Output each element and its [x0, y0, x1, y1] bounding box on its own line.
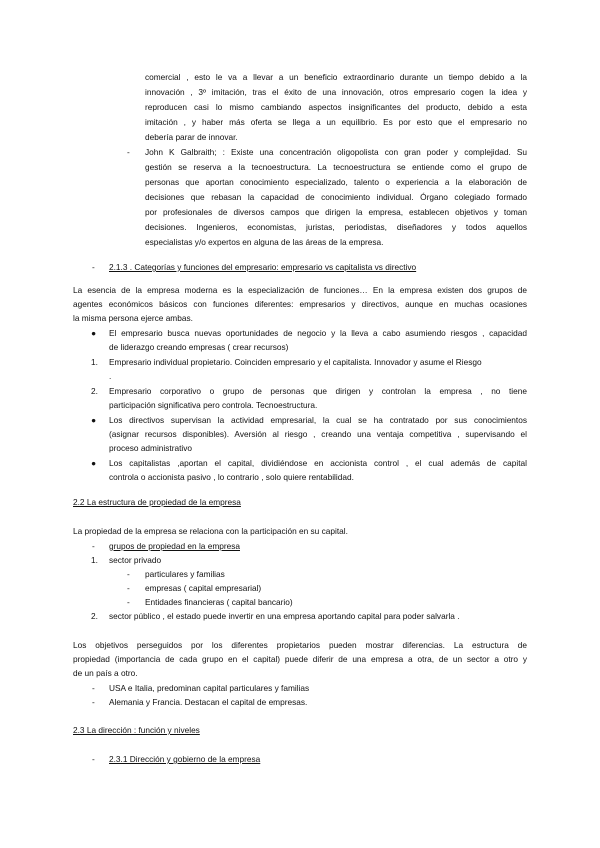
list-item: particulares y familias — [145, 569, 225, 579]
text-line: gestión se reserva a la tecnoestructura. La tecnoestructura se entiende como el grupo de — [145, 162, 527, 172]
text-line: especialistas y/o expertos en alguna de las áreas de la empresa. — [145, 237, 384, 247]
text-line: propiedad (importancia de cada grupo en el capital) puede diferir de una empresa a otra, de un sector a otro y — [73, 654, 527, 664]
text-line: controla o accionista pasivo , lo contrario , solo quiere rentabilidad. — [109, 472, 354, 482]
list-item: empresas ( capital empresarial) — [145, 583, 262, 593]
dash-marker: - — [92, 754, 95, 764]
text-line: personas que aportan conocimiento especializado, talento o experiencia a la elaboración de — [145, 177, 527, 187]
section-heading: 2.2 La estructura de propiedad de la empresa — [73, 497, 241, 507]
text-line: la misma persona ejerce ambas. — [73, 313, 193, 323]
text-line: La propiedad de la empresa se relaciona con la participación en su capital. — [73, 526, 348, 536]
list-item: USA e Italia, predominan capital particulares y familias — [109, 683, 310, 693]
text-line: Los capitalistas ,aportan el capital, dividiéndose en accionista control , el cual además de capital — [109, 458, 527, 468]
text-line: reproducen casi lo mismo cambiando aspectos insignificantes del producto, debido a esta — [145, 102, 527, 112]
bullet-marker: ● — [91, 458, 97, 468]
subheading: grupos de propiedad en la empresa — [109, 541, 240, 551]
text-line: sector privado — [109, 555, 162, 565]
text-line: innovación , 3º imitación, tras el éxito de una innovación, otros empresario cogen la idea y — [145, 87, 527, 97]
text-line: por profesionales de diversos campos que dirigen la empresa, establecen objetivos y toman — [145, 207, 527, 217]
text-line: decisiones. Ingenieros, economistas, juristas, periodistas, diseñadores y todos aquellos — [145, 222, 527, 232]
bullet-marker: ● — [91, 415, 97, 425]
section-heading: 2.1.3 . Categorías y funciones del empresario: empresario vs capitalista vs directivo — [109, 262, 417, 272]
text-line: de liderazgo creando empresas ( crear recursos) — [109, 342, 289, 352]
dash-marker: - — [92, 262, 95, 272]
list-item: Entidades financieras ( capital bancario) — [145, 597, 293, 607]
dash-marker: - — [127, 147, 130, 157]
text-line: proceso administrativo — [109, 443, 193, 453]
section-heading: 2.3 La dirección : función y niveles — [73, 725, 200, 735]
text-line: John K Galbraith; : Existe una concentración oligopolista con gran poder y complejidad. Su — [145, 147, 527, 157]
dash-marker: - — [127, 569, 130, 579]
text-line: Los directivos supervisan la actividad empresarial, la cual se ha contratado por sus conocimientos — [109, 415, 527, 425]
list-number: 2. — [91, 611, 98, 621]
text-line: El empresario busca nuevas oportunidades de negocio y la lleva a cabo asumiendo riesgos , capacidad — [109, 328, 527, 338]
text-line: de un país a otro. — [73, 668, 138, 678]
subheading: 2.3.1 Dirección y gobierno de la empresa — [109, 754, 261, 764]
list-item: Alemania y Francia. Destacan el capital de empresas. — [109, 697, 308, 707]
dash-marker: - — [127, 583, 130, 593]
text-line: Empresario individual propietario. Coinciden empresario y el capitalista. Innovador y asume el Riesgo — [109, 357, 482, 367]
text-line: participación significativa pero controla. Tecnoestructura. — [109, 400, 318, 410]
text-line: debería parar de innovar. — [145, 132, 238, 142]
bullet-marker: ● — [91, 328, 97, 338]
text-line: (asignar recursos disponibles). Aversión al riesgo , creando una ventaja competitiva , supervisando el — [109, 429, 527, 439]
text-line: . — [109, 371, 112, 381]
list-number: 1. — [91, 357, 98, 367]
dash-marker: - — [92, 541, 95, 551]
text-line: imitación , y haber más oferta se llega a un equilibrio. Es por esto que el empresario no — [145, 117, 527, 127]
list-number: 2. — [91, 386, 98, 396]
text-line: Los objetivos perseguidos por los diferentes propietarios pueden mostrar diferencias. La estructura de — [73, 640, 527, 650]
list-number: 1. — [91, 555, 98, 565]
text-line: decisiones que rebasan la capacidad de conocimiento individual. Órgano colegiado formado — [145, 192, 527, 202]
dash-marker: - — [92, 683, 95, 693]
dash-marker: - — [127, 597, 130, 607]
dash-marker: - — [92, 697, 95, 707]
text-line: comercial , esto le va a llevar a un beneficio extraordinario durante un tiempo debido a la — [145, 72, 527, 82]
text-line: agentes económicos básicos con funciones diferentes: empresarios y directivos, aunque en muchas ocasiones — [73, 299, 527, 309]
text-line: sector público , el estado puede invertir en una empresa aportando capital para poder salvarla . — [109, 611, 460, 621]
text-line: La esencia de la empresa moderna es la especialización de funciones… En la empresa existen dos grupos de — [73, 285, 527, 295]
text-line: Empresario corporativo o grupo de personas que dirigen y controlan la empresa , no tiene — [109, 386, 527, 396]
